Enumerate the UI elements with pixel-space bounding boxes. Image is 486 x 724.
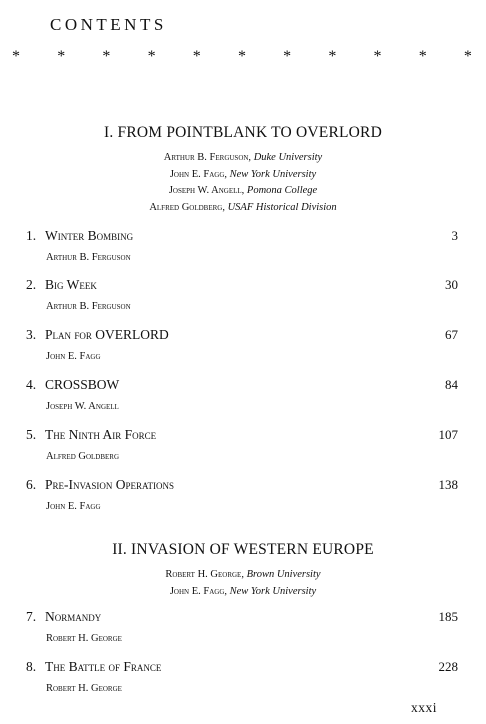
part-author xyxy=(0,584,486,601)
star-ornament: * xyxy=(192,48,201,65)
part-author xyxy=(0,200,486,217)
chapter-author: John E. Fagg xyxy=(46,351,101,362)
star-ornament: * xyxy=(418,48,427,65)
part-author xyxy=(0,567,486,584)
author-affiliation: New York University xyxy=(229,168,317,180)
author-affiliation: Duke University xyxy=(253,152,323,163)
chapter-number: 6. xyxy=(26,477,37,492)
chapter-author: Arthur B. Ferguson xyxy=(46,252,131,263)
chapter-author: Alfred Goldberg xyxy=(46,451,120,462)
part-author xyxy=(0,183,486,200)
chapter-entry[interactable] xyxy=(26,327,458,347)
star-ornament: * xyxy=(237,48,246,65)
chapter-number: 2. xyxy=(26,277,37,292)
chapter-page: 84 xyxy=(445,377,458,392)
star-ornament: * xyxy=(12,48,20,65)
chapter-entry[interactable] xyxy=(26,659,458,679)
page-number: xxxi xyxy=(411,700,438,715)
part-1-title: I. FROM POINTBLANK TO OVERLORD xyxy=(104,124,382,141)
chapter-number: 5. xyxy=(26,427,37,442)
star-ornament: * xyxy=(102,48,111,65)
author-affiliation: Brown University xyxy=(246,569,321,580)
chapter-title: Plan for OVERLORD xyxy=(45,327,169,342)
chapter-number: 4. xyxy=(26,377,37,392)
chapter-number: 7. xyxy=(26,609,37,624)
chapter-title: CROSSBOW xyxy=(45,377,120,392)
chapter-page: 138 xyxy=(438,477,458,492)
star-ornament: * xyxy=(283,48,292,65)
chapter-author: Robert H. George xyxy=(46,683,122,694)
chapter-entry[interactable] xyxy=(26,377,458,397)
star-ornament: * xyxy=(463,48,472,65)
chapter-page: 67 xyxy=(445,327,458,342)
chapter-author: Arthur B. Ferguson xyxy=(46,301,131,312)
chapter-number: 8. xyxy=(26,659,37,674)
author-name: Joseph W. Angell, xyxy=(168,185,245,196)
star-ornament: * xyxy=(328,48,337,65)
chapter-author: John E. Fagg xyxy=(46,501,101,512)
chapter-page: 185 xyxy=(438,609,458,624)
part-author xyxy=(0,150,486,167)
star-ornament: * xyxy=(373,48,382,65)
author-affiliation: New York University xyxy=(229,585,317,597)
chapter-page: 228 xyxy=(438,659,458,674)
chapter-entry[interactable] xyxy=(26,609,458,629)
star-divider xyxy=(12,48,472,66)
part-2-authors xyxy=(0,567,486,600)
chapter-page: 107 xyxy=(438,427,458,442)
chapter-title: Winter Bombing xyxy=(45,228,134,243)
chapter-author: Joseph W. Angell xyxy=(46,401,119,412)
author-name: Alfred Goldberg, xyxy=(149,201,225,213)
author-name: John E. Fagg, xyxy=(169,168,227,180)
chapter-title: The Battle of France xyxy=(45,659,162,674)
author-name: Robert H. George, xyxy=(165,569,244,580)
chapter-number: 1. xyxy=(26,228,37,243)
chapter-page: 3 xyxy=(451,228,458,243)
part-2-title: II. INVASION OF WESTERN EUROPE xyxy=(112,541,374,558)
chapter-entry[interactable] xyxy=(26,427,458,447)
chapter-author: Robert H. George xyxy=(46,633,122,644)
chapter-number: 3. xyxy=(26,327,37,342)
star-ornament: * xyxy=(147,48,156,65)
part-author xyxy=(0,167,486,184)
chapter-title: Pre-Invasion Operations xyxy=(45,477,174,492)
author-name: John E. Fagg, xyxy=(169,585,227,597)
chapter-entry[interactable] xyxy=(26,477,458,497)
contents-heading: CONTENTS xyxy=(50,15,167,34)
part-1-authors xyxy=(0,150,486,216)
chapter-entry[interactable] xyxy=(26,228,458,248)
chapter-title: Normandy xyxy=(45,609,102,624)
chapter-title: Big Week xyxy=(45,277,97,292)
star-ornament: * xyxy=(57,48,66,65)
chapter-title: The Ninth Air Force xyxy=(45,427,157,442)
author-affiliation: Pomona College xyxy=(246,185,318,196)
chapter-page: 30 xyxy=(445,277,458,292)
author-affiliation: USAF Historical Division xyxy=(227,201,337,213)
chapter-entry[interactable] xyxy=(26,277,458,297)
author-name: Arthur B. Ferguson, xyxy=(163,152,252,163)
